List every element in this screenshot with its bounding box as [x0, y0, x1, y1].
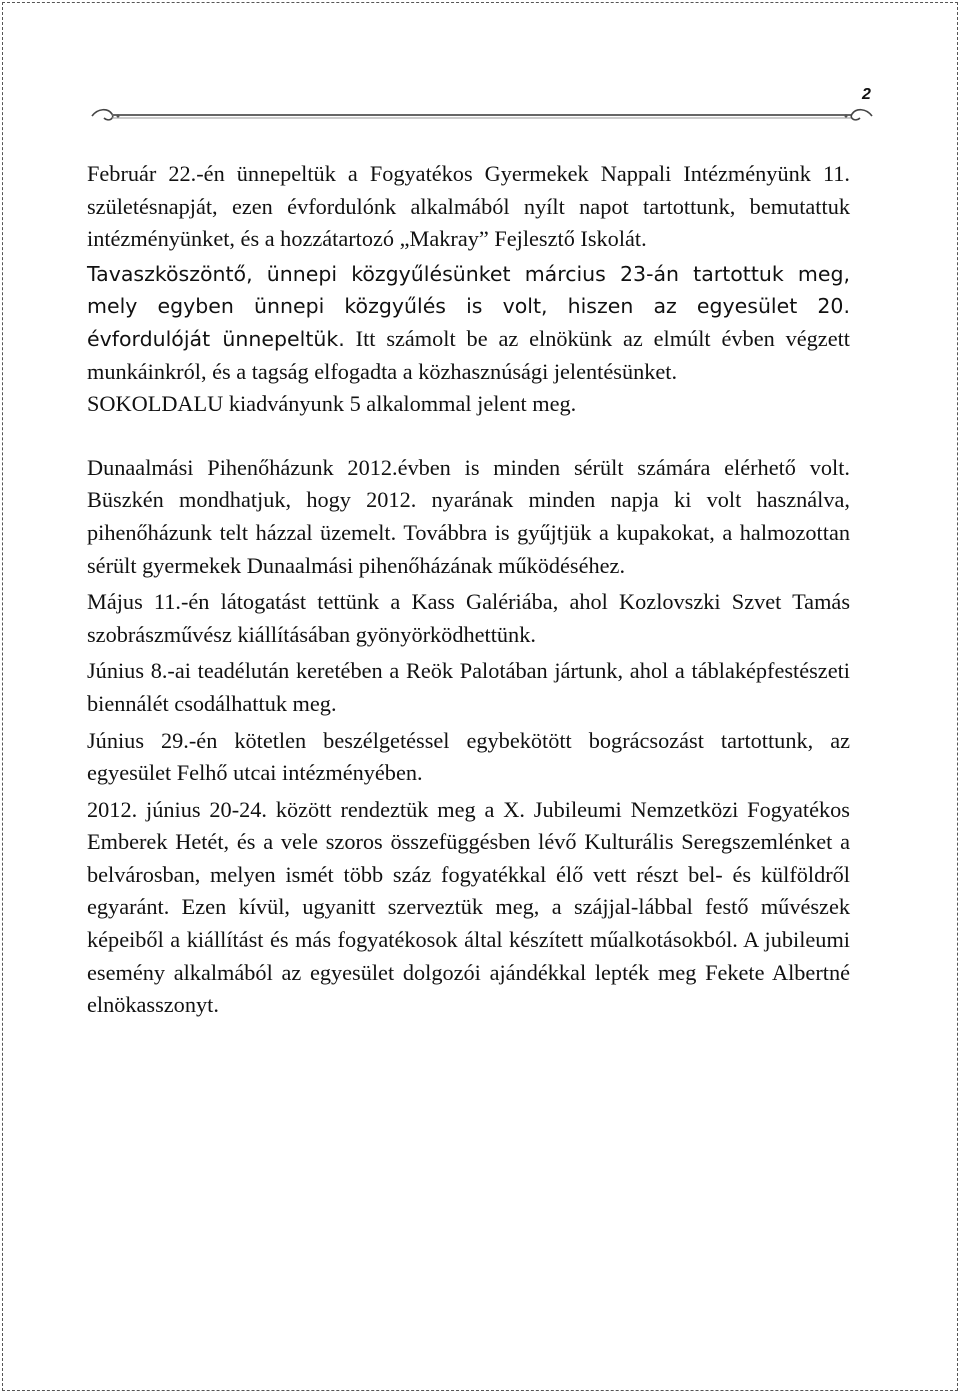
paragraph-may: Május 11.-én látogatást tettünk a Kass Galériába, ahol Kozlovszki Szvet Tamás szobrászművész kiállításában gyönyörködhettünk.	[87, 589, 850, 647]
page-number: 2	[862, 86, 871, 103]
paragraph-publication: SOKOLDALU kiadványunk 5 alkalommal jelent meg.	[87, 391, 577, 417]
paragraph-rest-house: Dunaalmási Pihenőházunk 2012.évben is minden sérült számára elérhető volt. Büszkén mondhatjuk, hogy 2012. nyarának minden napja ki volt használva, pihenőházunk telt házzal üzemelt. Továbbra is gyűjtjük a kupakokat, a halmozottan sérült gyermekek Dunaalmási pihenőházának működéséhez.	[87, 454, 850, 578]
flourish-divider-icon	[88, 104, 876, 126]
paragraph-june-29: Június 29.-én kötetlen beszélgetéssel egybekötött bográcsozást tartottunk, az egyesület Felhő utcai intézményében.	[87, 727, 850, 786]
paragraph-jubilee-week: 2012. június 20-24. között rendeztük meg a X. Jubileumi Nemzetközi Fogyatékos Emberek Hetét, és a vele szoros összefüggésben lévő Kulturális Seregszemlénket a belvárosban, melyen ismét több száz fogyatékkal élő vett részt bel- és külföldről egyaránt. Ezen kívül, ugyanitt szerveztük meg, a szájjal-lábbal festő művészek képeiből a kiállítást és más fogyatékosok által készített műalkotásokból. A jubileumi esemény alkalmából az egyesület dolgozói ajándékkal lepték meg Fekete Albertné elnökasszonyt.	[87, 796, 850, 1018]
paragraph-spring-assembly	[87, 258, 850, 388]
paragraph-spring-assembly-sans: Tavaszköszöntő, ünnepi közgyűlésünket március 23-án tartottuk meg, mely egyben ünnepi közgyűlés is volt, hiszen az egyesület 20. évfordulóját ünnepeltük.	[87, 261, 850, 351]
paragraph-june-8: Június 8.-ai teadélután keretében a Reök Palotában jártunk, ahol a táblaképfestészeti biennálét csodálhattuk meg.	[87, 658, 850, 716]
paragraph-spring-assembly-serif: Itt számolt be az elnökünk az elmúlt évben végzett munkáinkról, és a tagság elfogadta a közhasznúsági jelentésünket.	[87, 325, 850, 384]
paragraph-february: Február 22.-én ünnepeltük a Fogyatékos Gyermekek Nappali Intézményünk 11. születésnapját, ezen évfordulónk alkalmából nyílt napot tartottunk, bemutattuk intézményünket, és a hozzátartozó „Makray” Fejlesztő Iskolát.	[87, 161, 850, 252]
document-body	[87, 158, 850, 1022]
